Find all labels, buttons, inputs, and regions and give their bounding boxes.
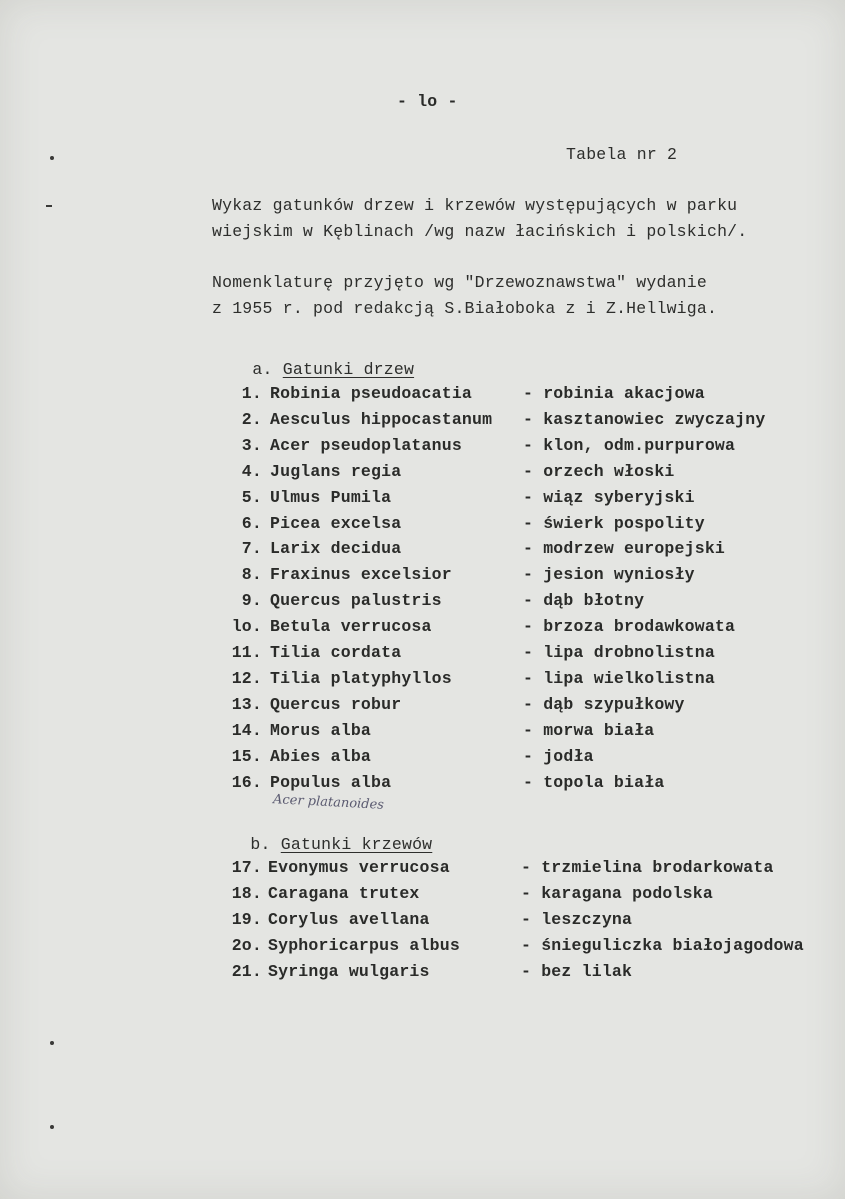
polish-name: - bez lilak — [521, 961, 633, 981]
polish-name: - kasztanowiec zwyczajny — [523, 409, 766, 429]
latin-name: Tilia cordata — [270, 643, 402, 662]
table-label: Tabela nr 2 — [566, 145, 678, 164]
latin-name: Juglans regia — [270, 461, 402, 481]
latin-name: Abies alba — [270, 746, 372, 766]
latin-name: Betula verrucosa — [270, 617, 432, 637]
margin-dot — [50, 1125, 54, 1129]
latin-name: Picea excelsa — [270, 513, 402, 533]
latin-name: Quercus robur — [270, 694, 402, 714]
item-number: 19. — [231, 909, 262, 929]
item-number: 13. — [231, 694, 262, 714]
latin-name: Morus alba — [270, 720, 372, 740]
polish-name: - wiąz syberyjski — [523, 487, 695, 507]
item-number: 15. — [231, 746, 262, 766]
item-number: 16. — [231, 772, 262, 792]
item-number: 21. — [231, 961, 262, 981]
handwritten-note: Acer platanoides — [272, 792, 385, 813]
item-number: 18. — [231, 883, 262, 903]
item-number: 11. — [231, 643, 262, 662]
item-number: 2. — [241, 409, 262, 429]
intro-line-1: Wykaz gatunków drzew i krzewów występujących w parku — [212, 196, 738, 215]
section-b-title: Gatunki krzewów — [280, 835, 433, 854]
item-number: 4. — [241, 461, 262, 481]
item-number: 14. — [231, 720, 262, 740]
polish-name: - morwa biała — [523, 720, 655, 740]
polish-name: - świerk pospolity — [523, 513, 705, 533]
page-number: - lo - — [397, 92, 458, 111]
item-number: 7. — [241, 539, 262, 559]
polish-name: - trzmielina brodarkowata — [521, 858, 774, 877]
item-number: 3. — [241, 435, 262, 455]
latin-name: Robinia pseudoacatia — [270, 384, 473, 403]
polish-name: - modrzew europejski — [523, 539, 726, 559]
item-number: 6. — [241, 513, 262, 533]
item-number: 12. — [231, 668, 262, 688]
nomenclature-line-2: z 1955 r. pod redakcją S.Białoboka z i Z.Hellwiga. — [212, 299, 718, 318]
item-number: 9. — [241, 591, 262, 611]
item-number: 2o. — [231, 935, 262, 955]
item-number: lo. — [231, 617, 262, 637]
polish-name: - karagana podolska — [521, 883, 713, 903]
section-b-prefix: b. — [250, 835, 271, 854]
polish-name: - jesion wyniosły — [523, 565, 695, 585]
polish-name: - klon, odm.purpurowa — [523, 435, 736, 455]
latin-name: Larix decidua — [270, 539, 402, 559]
latin-name: Fraxinus excelsior — [270, 565, 452, 585]
item-number: 5. — [241, 487, 262, 507]
latin-name: Caragana trutex — [268, 883, 420, 903]
latin-name: Quercus palustris — [270, 591, 442, 611]
polish-name: - orzech włoski — [523, 461, 675, 481]
item-number: 1. — [241, 384, 262, 403]
latin-name: Syringa wulgaris — [268, 961, 430, 981]
latin-name: Ulmus Pumila — [270, 487, 392, 507]
latin-name: Tilia platyphyllos — [270, 668, 452, 688]
section-a-prefix: a. — [252, 360, 273, 379]
polish-name: - dąb błotny — [523, 591, 645, 611]
polish-name: - lipa drobnolistna — [523, 643, 715, 662]
latin-name: Syphoricarpus albus — [268, 935, 460, 955]
polish-name: - brzoza brodawkowata — [523, 617, 736, 637]
polish-name: - topola biała — [523, 772, 665, 792]
item-number: 17. — [231, 858, 262, 877]
polish-name: - jodła — [523, 746, 594, 766]
margin-dot — [50, 156, 54, 160]
latin-name: Populus alba — [270, 772, 392, 792]
intro-line-2: wiejskim w Kęblinach /wg nazw łacińskich i polskich/. — [212, 222, 748, 241]
polish-name: - robinia akacjowa — [523, 384, 705, 403]
polish-name: - dąb szypułkowy — [523, 694, 685, 714]
polish-name: - leszczyna — [521, 909, 633, 929]
margin-mark — [46, 205, 52, 207]
section-a-title: Gatunki drzew — [282, 360, 415, 379]
latin-name: Evonymus verrucosa — [268, 858, 450, 877]
latin-name: Aesculus hippocastanum — [270, 409, 493, 429]
polish-name: - śnieguliczka białojagodowa — [521, 935, 804, 955]
latin-name: Corylus avellana — [268, 909, 430, 929]
item-number: 8. — [241, 565, 262, 585]
margin-dot — [50, 1041, 54, 1045]
latin-name: Acer pseudoplatanus — [270, 435, 462, 455]
polish-name: - lipa wielkolistna — [523, 668, 715, 688]
nomenclature-line-1: Nomenklaturę przyjęto wg "Drzewoznawstwa" wydanie — [212, 273, 707, 292]
